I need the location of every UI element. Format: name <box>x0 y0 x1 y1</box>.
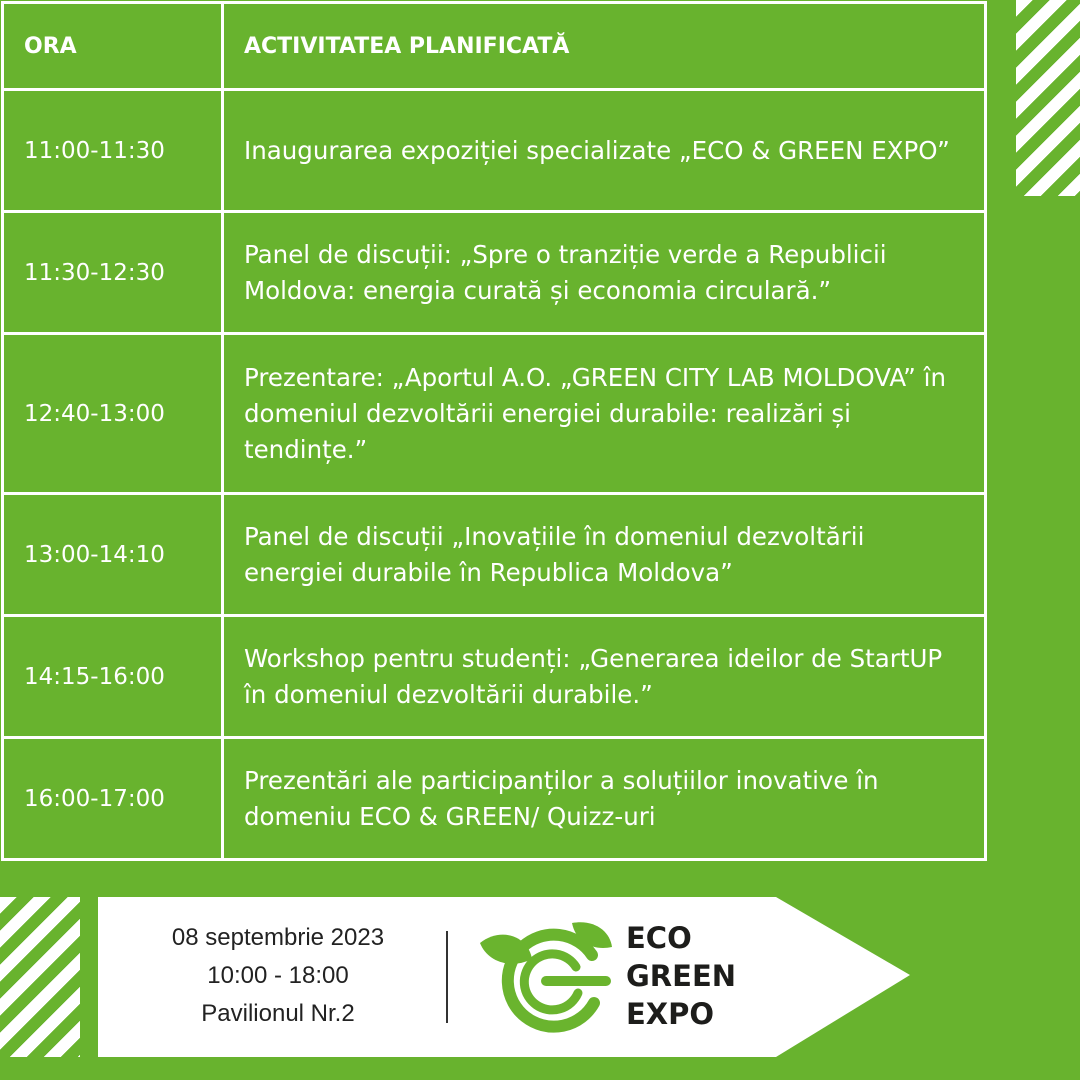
header-time: ORA <box>3 3 223 90</box>
row-activity: Prezentare: „Aportul A.O. „GREEN CITY LAB MOLDOVA” în domeniul dezvoltării energiei durabile: realizări și tendințe.” <box>223 334 986 494</box>
row-activity: Workshop pentru studenți: „Generarea ideilor de StartUP în domeniul dezvoltării durabile.” <box>223 616 986 738</box>
row-activity: Panel de discuții: „Spre o tranziție verde a Republicii Moldova: energia curată și economia circulară.” <box>223 212 986 334</box>
header-activity: ACTIVITATEA PLANIFICATĂ <box>223 3 986 90</box>
row-time: 13:00-14:10 <box>3 494 223 616</box>
row-activity: Panel de discuții „Inovațiile în domeniul dezvoltării energiei durabile în Republica Moldova” <box>223 494 986 616</box>
event-location: Pavilionul Nr.2 <box>201 1000 355 1027</box>
row-time: 16:00-17:00 <box>3 738 223 860</box>
table-row <box>3 616 986 738</box>
row-time: 12:40-13:00 <box>3 334 223 494</box>
event-hours: 10:00 - 18:00 <box>207 962 349 989</box>
event-date: 08 septembrie 2023 <box>171 924 385 951</box>
table-row <box>3 90 986 212</box>
logo-line-eco: ECO <box>626 921 692 955</box>
event-details <box>128 919 428 1033</box>
logo-line-expo: EXPO <box>626 997 715 1031</box>
table-row <box>3 212 986 334</box>
row-activity: Inaugurarea expoziției specializate „ECO & GREEN EXPO” <box>223 90 986 212</box>
leaf-e-logo-icon <box>476 915 616 1039</box>
decorative-stripes-bottom-left <box>0 897 80 1057</box>
schedule-table <box>1 1 987 861</box>
table-row <box>3 334 986 494</box>
row-time: 11:30-12:30 <box>3 212 223 334</box>
event-info-banner <box>98 897 910 1057</box>
row-time: 14:15-16:00 <box>3 616 223 738</box>
row-activity: Prezentări ale participanților a soluțiilor inovative în domeniu ECO & GREEN/ Quizz-uri <box>223 738 986 860</box>
decorative-stripes-top-right <box>1016 0 1080 196</box>
table-row <box>3 738 986 860</box>
table-row <box>3 494 986 616</box>
table-header-row <box>3 3 986 90</box>
logo-wordmark <box>626 919 736 1033</box>
row-time: 11:00-11:30 <box>3 90 223 212</box>
logo-line-green: GREEN <box>626 959 737 993</box>
divider <box>446 931 448 1023</box>
